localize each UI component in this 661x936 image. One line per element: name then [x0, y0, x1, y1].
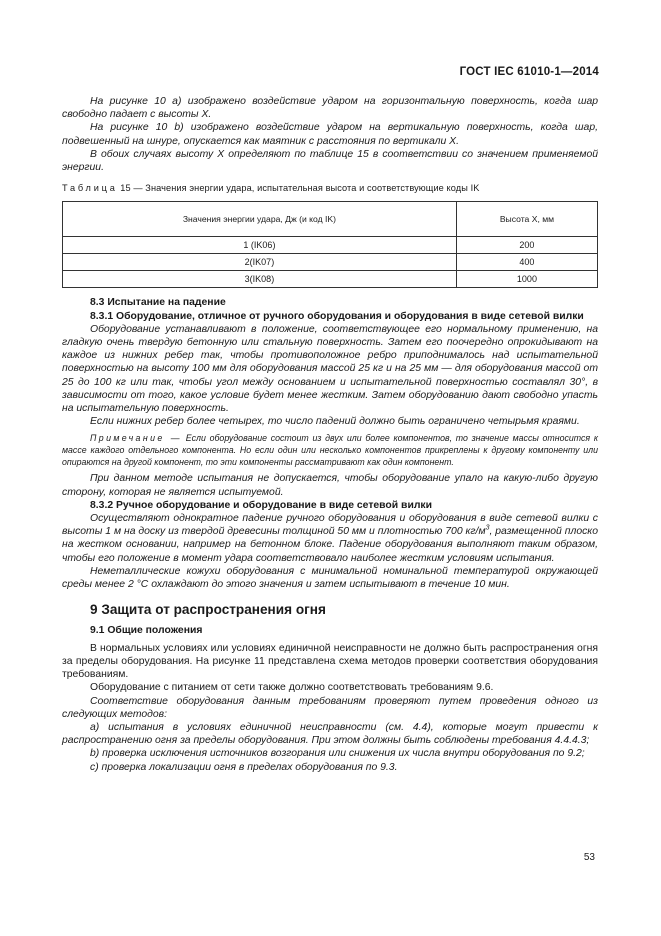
paragraph-4-start: Осуществляют однократное падение ручного оборудования и оборудования в виде сетевой вилки с высоты 1 м на доску из твердой древесины толщиной 50 мм и плотностью 700 кг/м	[62, 513, 598, 538]
table-caption-word: Таблица	[62, 183, 118, 194]
section-8-3-title: 8.3 Испытание на падение	[90, 297, 226, 309]
height-cell: 400	[456, 254, 597, 271]
table-row	[63, 237, 598, 254]
list-item-b: b) проверка исключения источников возгорания или снижения их числа внутри оборудования по 9.2;	[90, 748, 585, 760]
table-header-energy: Значения энергии удара, Дж (и код IK)	[63, 202, 457, 237]
note-label: Примечание —	[90, 433, 182, 444]
table-row	[63, 254, 598, 271]
intro-paragraph-3: В обоих случаях высоту X определяют по таблице 15 в соответствии со значением применяемой энергии.	[62, 148, 598, 174]
height-cell: 200	[456, 237, 597, 254]
section-8-3-1-title: 8.3.1 Оборудование, отличное от ручного оборудования и оборудования в виде сетевой вилки	[90, 310, 584, 322]
list-item-c: c) проверка локализации огня в пределах оборудования по 9.3.	[90, 761, 398, 773]
section-9-title: 9 Защита от распространения огня	[90, 602, 326, 618]
table-caption	[62, 182, 598, 195]
impact-energy-table	[62, 201, 598, 288]
fire-paragraph-1: В нормальных условиях или условиях единичной неисправности не должно быть распространения огня за пределы оборудования. На рисунке 11 представлена схема методов проверки соответствия оборудования требованиям.	[62, 642, 598, 681]
document-header: ГОСТ IEC 61010-1—2014	[459, 66, 599, 78]
page-content	[62, 95, 598, 774]
note-paragraph	[62, 432, 598, 468]
drop-test-paragraph-1: Оборудование устанавливают в положение, соответствующее его нормальному применению, на гладкую очень твердую бетонную или стальную поверхность. Затем его поочередно опрокидывают на каждое из нижних ребер так, чтобы противоположное ребро приподнималось над испытательной поверхностью на высоту 100 мм для оборудования массой 25 кг и на 25 мм — для оборудования массой от 25 до 100 кг или так, чтобы угол между основанием и испытательной поверхностью составлял 30°, в зависимости от того, какое условие будет менее жестким. Затем оборудованию дают свободно упасть на испытательную поверхность.	[62, 323, 598, 415]
fire-paragraph-2: Оборудование с питанием от сети также должно соответствовать требованиям 9.6.	[90, 682, 494, 694]
fire-paragraph-3: Соответствие оборудования данным требованиям проверяют путем проведения одного из следующих методов:	[62, 695, 598, 720]
section-9-1-title: 9.1 Общие положения	[90, 625, 203, 637]
table-row	[63, 271, 598, 288]
energy-cell: 2(IK07)	[63, 254, 457, 271]
drop-test-paragraph-5: Неметаллические кожухи оборудования с минимальной номинальной температурой окружающей среды менее 2 °С охлаждают до этого значения и затем испытывают в течение 10 мин.	[62, 565, 598, 591]
height-cell: 1000	[456, 271, 597, 288]
list-item-a: a) испытания в условиях единичной неисправности (см. 4.4), которые могут привести к распространению огня за пределы оборудования. При этом должны быть соблюдены требования 4.4.4.3;	[62, 721, 598, 747]
table-header-row	[63, 202, 598, 237]
intro-paragraph-1: На рисунке 10 a) изображено воздействие ударом на горизонтальную поверхность, когда шар свободно падает с высоты X.	[62, 96, 598, 121]
page-number: 53	[583, 852, 595, 863]
energy-cell: 1 (IK06)	[63, 237, 457, 254]
section-8-3-2-title: 8.3.2 Ручное оборудование и оборудование в виде сетевой вилки	[90, 499, 433, 511]
intro-paragraph-2: На рисунке 10 b) изображено воздействие ударом на вертикальную поверхность, когда шар, подвешенный на шнуре, опускается как маятник с расстояния по вертикали X.	[62, 122, 598, 147]
table-header-height: Высота X, мм	[456, 202, 597, 237]
drop-test-paragraph-3: При данном методе испытания не допускается, чтобы оборудование упало на какую-либо другую сторону, которая не является испытуемой.	[62, 473, 598, 498]
drop-test-paragraph-2: Если нижних ребер более четырех, то число падений должно быть ограничено четырьмя краями.	[90, 416, 580, 428]
note-text: Если оборудование состоит из двух или более компонентов, то значение массы относится к массе каждого отдельного компонента. Но если один или несколько компонентов прикреплены к другому компоненту или опираются на другой компонент, то эти компоненты рассматривают как один компонент.	[62, 433, 598, 468]
energy-cell: 3(IK08)	[63, 271, 457, 288]
table-caption-text: 15 — Значения энергии удара, испытательная высота и соответствующие коды IK	[120, 183, 480, 194]
superscript-3: 3	[485, 524, 490, 532]
paragraph-4-end: , размещенной плоско на жестком основании, например на бетонном блоке. Падение оборудования выполняют таким образом, чтобы его положение в момент удара соответствовало наиболее жестким условиям испытания.	[62, 526, 598, 564]
drop-test-paragraph-4	[62, 512, 598, 565]
